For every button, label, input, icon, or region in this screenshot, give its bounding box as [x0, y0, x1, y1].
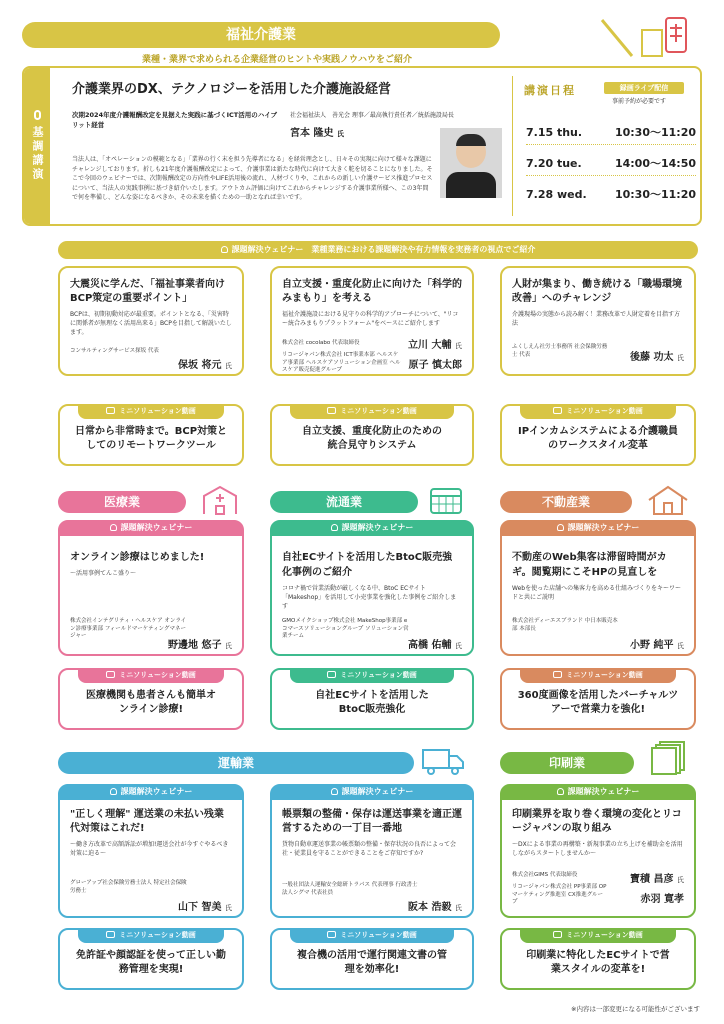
webinar-card[interactable]: 課題解決ウェビナー 印刷業界を取り巻く環境の変化とリコージャパンの取り組み ～DXによる事業の再構築・新規事業の立ち上げを補助金を活用しながらスタートしませんか～ 株式会社GIMS 代表取締役 寶積 昌彦 氏 リコージャパン株式会社 PP事業部 OPマーケティング推進室 CX推進グループ 赤羽 寛孝	[500, 784, 696, 918]
webinar-card[interactable]: 課題解決ウェビナー 帳票類の整備・保存は運送事業を適正運営するための一丁目一番地 貨物自動車運送事業の帳票類の整備・保存状況の良否によって会社・従業員を守ることができることをご存知ですか? 一般社団法人運輸安全総研トラパス 代表理事 行政書士法人シグマ 代表社員 阪本 浩毅 氏	[270, 784, 474, 918]
keynote-org: 社会福祉法人 善光会 理事／最高執行責任者／統括施設局長	[290, 112, 454, 119]
solution-video-card[interactable]: ミニソリューション動画 免許証や顔認証を使って正しい勤務管理を実現!	[58, 928, 244, 990]
solution-video-card[interactable]: ミニソリューション動画 日常から非常時まで。BCP対策としてのリモートワークツール	[58, 404, 244, 466]
solution-video-card[interactable]: ミニソリューション動画 自立支援、重度化防止のための統合見守りシステム	[270, 404, 474, 466]
solution-video-card[interactable]: ミニソリューション動画 印刷業に特化したECサイトで営業スタイルの変革を!	[500, 928, 696, 990]
industry-badge-realestate: 不動産業	[500, 491, 632, 513]
webinar-card[interactable]: 課題解決ウェビナー オンライン診療はじめました! ～活用事例てんこ盛り～ 株式会社インテグリティ・ヘルスケア オンライン診療事業部 フィールドマーケティングマネージャー 野邊地 悠子 氏	[58, 520, 244, 656]
paper-stack-icon	[648, 740, 688, 776]
play-icon	[553, 407, 562, 414]
footnote: ※内容は一部変更になる可能性がございます	[571, 1005, 700, 1013]
person-icon	[110, 524, 117, 531]
webinar-card[interactable]: 課題解決ウェビナー 不動産のWeb集客は滞留時間がカギ。閲覧期にこそHPの見直しを Webを使った店舗への集客力を高める仕組みづくりをキーワードと共にご説明 株式会社ディーエスブランド 中日本販売本部 本部長 小野 純平 氏	[500, 520, 696, 656]
keynote-side-label: 基調講演	[24, 68, 50, 224]
keynote-title: 介護業界のDX、テクノロジーを活用した介護施設経営	[72, 82, 392, 97]
person-icon	[557, 788, 564, 795]
reservation-note: 事前予約が必要です	[612, 98, 667, 105]
person-icon	[110, 788, 117, 795]
play-icon	[327, 931, 336, 938]
person-icon	[557, 524, 564, 531]
play-icon	[106, 671, 115, 678]
keynote-speaker: 宮本 隆史 氏	[290, 128, 344, 139]
webinar-card[interactable]: 人財が集まり、働き続ける「職場環境改善」へのチャレンジ 介護現場の実態から読み解く！業務改革で人財定着を目指す方法 ふくしえん社労士事務所 社会保険労務士 代表 後藤 功太 氏	[500, 266, 696, 376]
person-icon	[331, 524, 338, 531]
section-bar: 課題解決ウェビナー 業種業務における課題解決や有力情報を実務者の視点でご紹介	[58, 241, 698, 259]
play-icon	[106, 931, 115, 938]
hospital-icon	[200, 484, 240, 516]
play-icon	[327, 671, 336, 678]
schedule-title: 講演日程	[524, 84, 576, 97]
house-icon	[646, 484, 690, 516]
keynote-body: 当法人は、「オペレーションの模範となる」「業界の行く末を担う先導者になる」を経営理念とし、日々その実現に向けて様々な課題にチャレンジしております。折しも21年度介護報酬改定によって、介護事業は新たな時代に向けて大きく舵を切ることになりました。そこで今回のウェビナーでは、次期報酬改定の方向性やLIFE活用後の流れ、人材づくりや、これからの新しい介護サービス推進プロセスについて、当法人の実践事例に基づき紹介いたします。アウトカム評価に向けてこれからチャレンジする介護事業所様へ、この3年間で何を準備し、どんな姿になるべきか、その未来を描くための一助となれば幸いです。	[72, 156, 433, 201]
person-icon	[221, 246, 228, 253]
solution-video-card[interactable]: ミニソリューション動画 360度画像を活用したバーチャルツアーで営業力を強化!	[500, 668, 696, 730]
schedule-row: 7.20 tue. 14:00～14:50	[526, 153, 696, 176]
industry-badge-transport: 運輸業	[58, 752, 414, 774]
care-icon	[592, 12, 692, 62]
schedule-divider	[512, 76, 513, 216]
industry-badge-retail: 流通業	[270, 491, 418, 513]
speaker-photo	[440, 128, 502, 198]
webinar-card[interactable]: 自立支援・重度化防止に向けた「科学的みまもり」を考える 福祉介護施設における見守りの科学的アプローチについて、"リコー統合みまもりプラットフォーム"をベースにご紹介します 株式会社 cocolabo 代表取締役 立川 大輔 氏 リコージャパン株式会社 ICT事業本部 ヘルスケア事業部 ヘルスケアソリューション企画室 ヘルスケア販売促進グループ 原子 慎太郎	[270, 266, 474, 376]
schedule-list	[526, 122, 696, 206]
play-icon	[553, 931, 562, 938]
truck-icon	[420, 744, 466, 776]
solution-video-card[interactable]: ミニソリューション動画 IPインカムシステムによる介護職員のワークスタイル変革	[500, 404, 696, 466]
play-icon	[327, 407, 336, 414]
keynote-subtitle: 次期2024年度介護報酬改定を見据えた実践に基づくICT活用のハイブリット経営	[72, 111, 278, 129]
solution-video-card[interactable]: ミニソリューション動画 複合機の活用で運行関連文書の管理を効率化!	[270, 928, 474, 990]
webinar-card[interactable]: 課題解決ウェビナー 自社ECサイトを活用したBtoC販売強化事例のご紹介 コロナ禍で営業活動が厳しくなる中、BtoC ECサイト「Makeshop」を活用して小売事業を強化した事例をご紹介します GMOメイクショップ株式会社 MakeShop事業部 eコマースソリューショングループ ソリューション営業チーム 高橋 佑輔 氏	[270, 520, 474, 656]
play-icon	[553, 671, 562, 678]
mic-icon	[34, 110, 41, 120]
solution-video-card[interactable]: ミニソリューション動画 自社ECサイトを活用したBtoC販売強化	[270, 668, 474, 730]
calendar-icon	[428, 484, 464, 516]
webinar-card[interactable]: 課題解決ウェビナー "正しく理解" 運送業の未払い残業代対策はこれだ! ～働き方改革で高額訴訟が増加!運送会社が今すぐやるべき対策に迫る～ グローアップ社会保険労務士法人 特定社会保険労務士 山下 智美 氏	[58, 784, 244, 918]
webinar-card[interactable]: 大震災に学んだ、「福祉事業者向けBCP策定の重要ポイント」 BCPは、初期初動対応が最重要。ポイントとなる、「災害時に関係者が無理なく活用出来る」BCPを目指して解説いたします。 コンサルティングサービス探坂 代表 保坂 将元 氏	[58, 266, 244, 376]
industry-badge-printing: 印刷業	[500, 752, 634, 774]
header-subtitle: 業種・業界で求められる企業経営のヒントや実践ノウハウをご紹介	[141, 55, 412, 65]
solution-video-card[interactable]: ミニソリューション動画 医療機関も患者さんも簡単オンライン診療!	[58, 668, 244, 730]
welfare-badge: 福祉介護業	[22, 22, 500, 48]
play-icon	[106, 407, 115, 414]
schedule-row: 7.28 wed. 10:30～11:20	[526, 188, 696, 201]
industry-badge-medical: 医療業	[58, 491, 186, 513]
live-badge: 録画ライブ配信	[604, 82, 684, 94]
schedule-row: 7.15 thu. 10:30～11:20	[526, 122, 696, 145]
person-icon	[331, 788, 338, 795]
